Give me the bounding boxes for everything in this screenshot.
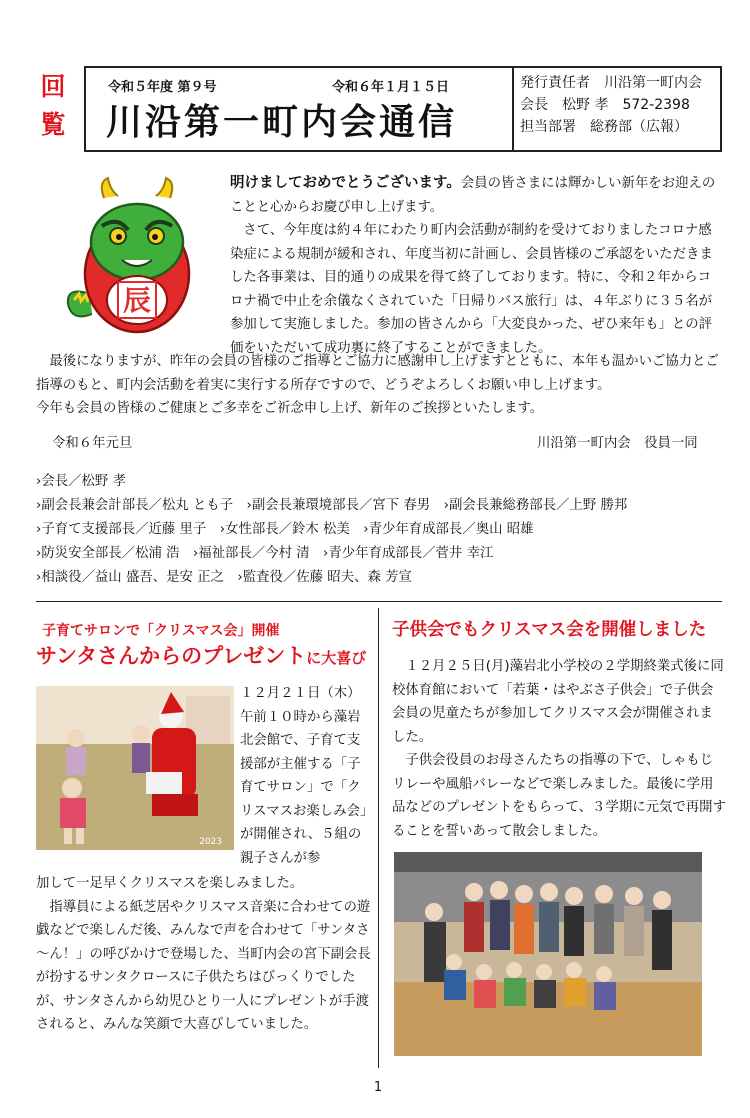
masthead-title-block bbox=[86, 68, 514, 150]
section-divider bbox=[36, 601, 722, 602]
right-article-p2: 子供会役員のお母さんたちの指導の下で、しゃもじリレーや風船バレーなどで楽しみました。最後に学用品などのプレゼントをもらって、３学期に元気で再開することを誓いあって散会しました。 bbox=[392, 753, 726, 839]
greeting-bottom bbox=[36, 350, 726, 421]
left-article-p2: 指導員による紙芝居やクリスマス音楽に合わせての遊戯などで楽しんだ後、みんなで声を合わせて「サンタさ～ん！」の呼びかけで登場した、当町内会の宮下副会長が扮するサンタクロースに子供たちはびっくりでしたが、サンタさんから幼児ひとり一人にプレゼントが手渡されると、みんな笑顔で大喜びしていました。 bbox=[36, 899, 371, 1032]
kids-group-photo bbox=[394, 852, 702, 1056]
issue-date: 令和６年１月１５日 bbox=[332, 80, 450, 95]
kairan-mark: 回覧 bbox=[40, 72, 66, 139]
greeting-paragraph-4: 今年も会員の皆様のご健康とご多幸をご祈念申し上げ、新年のご挨拶といたします。 bbox=[36, 401, 544, 416]
newsletter-title: 川沿第一町内会通信 bbox=[106, 101, 458, 143]
chair-line: 会長 松野 孝 572-2398 bbox=[520, 97, 690, 113]
right-article-p1: １２月２５日(月)藻岩北小学校の２学期終業式後に同校体育館において「若葉・はやぶさ子供会」で子供会会員の児童たちが参加してクリスマス会が開催されました。 bbox=[392, 659, 724, 745]
greeting-signer: 川沿第一町内会 役員一同 bbox=[537, 436, 698, 451]
officer-list bbox=[36, 470, 726, 590]
greeting-dateline: 令和６年元旦 bbox=[52, 436, 133, 451]
left-article-p1-continued: 加して一足早くクリスマスを楽しみました。 bbox=[36, 876, 304, 891]
right-article-headline: 子供会でもクリスマス会を開催しました bbox=[392, 620, 707, 640]
greeting-paragraph-2: さて、今年度は約４年にわたり町内会活動が制約を受けておりましたコロナ感染症による規制が緩和され、年度当初に計画し、会員皆様のご承認をいただきました各事業は、目的通りの成果を得て終了しております。特に、令和２年からコロナ禍で中止を余儀なくされていた「日帰りバス旅行」は、４年ぶりに３５名が参加して実施しました。参加の皆さんから「大変良かった、ぜひ来年も」との評価をいただいて成功裏に終了することができました。 bbox=[230, 223, 713, 356]
left-article-side-text: １２月２１日（木）午前１０時から藻岩北会館で、子育て支援部が主催する「子育てサロン」で「クリスマスお楽しみ会」が開催され、５組の親子さんが参 bbox=[240, 686, 367, 866]
officer-row: ›副会長兼会計部長／松丸 とも子 ›副会長兼環境部長／宮下 春男 ›副会長兼総務部長／上野 勝邦 bbox=[36, 498, 628, 513]
column-divider bbox=[378, 608, 379, 1068]
left-article-subhead: 子育てサロンで「クリスマス会」開催 bbox=[42, 623, 280, 639]
dragon-daruma-illustration bbox=[62, 176, 212, 336]
officer-row: ›相談役／益山 盛吾、是安 正之 ›監査役／佐藤 昭夫、森 芳宣 bbox=[36, 570, 412, 585]
dept-line: 担当部署 総務部（広報） bbox=[520, 119, 688, 135]
masthead bbox=[84, 66, 722, 152]
left-article-headline: サンタさんからのプレゼントに大喜び bbox=[36, 644, 367, 668]
greeting-paragraph-3: 最後になりますが、昨年の会員の皆様のご指導とご協力に感謝申し上げますとともに、本年も温かいご協力とご指導のもと、町内会活動を着実に実行する所存ですので、どうぞよろしくお願い申し上げます。 bbox=[36, 354, 719, 393]
masthead-publisher-block bbox=[520, 72, 702, 138]
photo-timestamp: 2023 bbox=[199, 837, 222, 847]
greeting-lead: 明けましておめでとうございます。 bbox=[230, 175, 461, 191]
page-number: 1 bbox=[373, 1080, 383, 1095]
greeting-paragraph-1: 明けましておめでとうございます。会員の皆さまには輝かしい新年をお迎えのことと心からお慶び申し上げます。 bbox=[230, 175, 716, 215]
officer-row: ›子育て支援部長／近藤 里子 ›女性部長／鈴木 松美 ›青少年育成部長／奥山 昭雄 bbox=[36, 522, 534, 537]
issue-number: 令和５年度 第９号 bbox=[108, 80, 217, 95]
santa-photo bbox=[36, 686, 234, 850]
officer-row: ›会長／松野 孝 bbox=[36, 474, 126, 489]
right-article-body bbox=[392, 655, 726, 843]
left-article-body bbox=[36, 872, 372, 1037]
publisher-line: 発行責任者 川沿第一町内会 bbox=[520, 75, 702, 91]
officer-row: ›防災安全部長／松浦 浩 ›福祉部長／今村 清 ›青少年育成部長／菅井 幸江 bbox=[36, 546, 494, 561]
dragon-kanji: 辰 bbox=[122, 284, 152, 317]
greeting-top bbox=[230, 172, 720, 360]
